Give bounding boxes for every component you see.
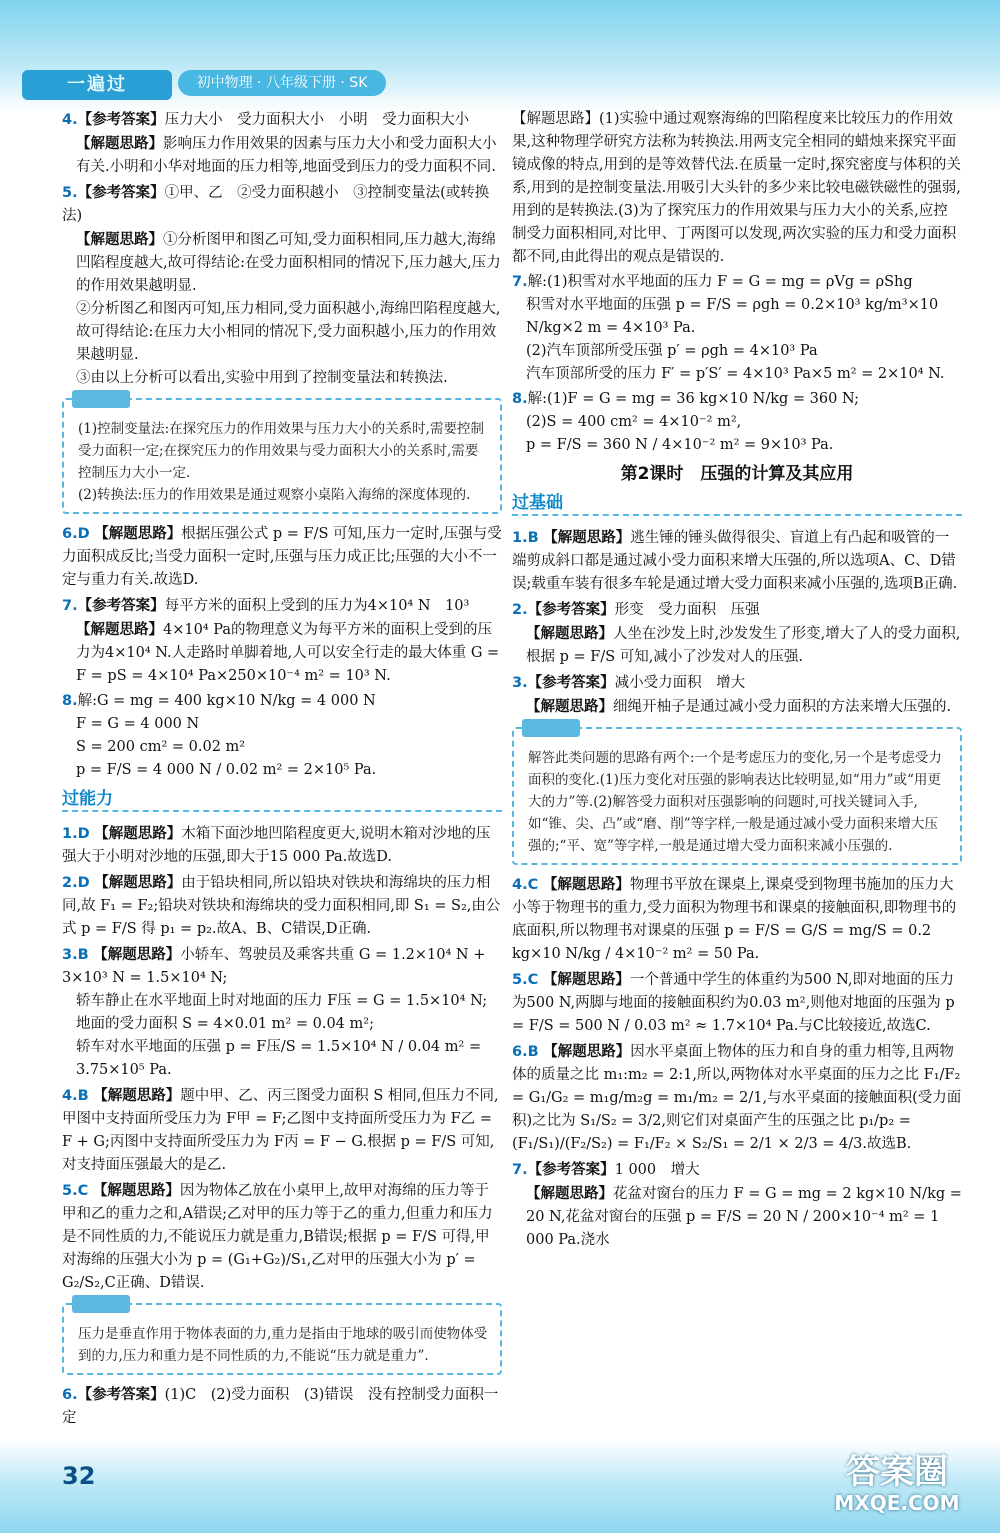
left-n5 (62, 1179, 502, 1295)
tip-tag (72, 1295, 130, 1313)
q-answer: C (77, 1183, 89, 1199)
answer-text: 压力大小 受力面积大小 小明 受力面积大小 (164, 112, 470, 128)
analysis-text: 题中甲、乙、丙三图受力面积 S 相同,但压力不同,甲图中支持面所受压力为 F甲 = F;乙图中支持面所受压力为 F乙 = F + G;丙图中支持面所受压力为 F丙 = F − G.根据 p = F/S 可知,对支持面压强最大的是乙. (62, 1088, 499, 1173)
q-number: 7. (512, 274, 528, 290)
solution-line: 汽车顶部所受的压力 F′ = p′S′ = 4×10³ Pa×5 m² = 2×10⁴ N. (526, 366, 945, 382)
analysis-tag: 【解题思路】 (76, 135, 163, 152)
answer-text: 减小受力面积 增大 (614, 675, 746, 691)
answer-tag: 【参考答案】 (527, 674, 615, 691)
right-b4 (512, 873, 962, 966)
solution-line: F = G = 4 000 N (76, 716, 200, 732)
analysis-text: 细绳开柚子是通过减小受力面积的方法来增大压强的. (613, 699, 952, 715)
q-number: 8. (512, 391, 528, 407)
analysis-text: 一个普通中学生的体重约为500 N,即对地面的压力为500 N,两脚与地面的接触面积约为0.03 m²,则他对地面的压强为 p = F/S = 500 N / 0.03 m² ≈ 1.7×10⁴ Pa.与C比较接近,故选C. (512, 972, 955, 1034)
answer-tag: 【参考答案】 (77, 184, 165, 201)
analysis-tag: 【解题思路】 (526, 625, 613, 642)
q-number: 6. (62, 526, 78, 542)
watermark (822, 1452, 972, 1520)
answer-text: 1 000 增大 (614, 1162, 700, 1178)
solution-line: S = 200 cm² = 0.02 m² (76, 739, 246, 755)
left-q6 (62, 522, 502, 592)
analysis-tag: 【解题思路】 (543, 1043, 631, 1060)
q-number: 3. (62, 947, 78, 963)
analysis-tag: 【解题思路】 (526, 698, 613, 715)
right-b2 (512, 598, 962, 669)
analysis-text: 花盆对窗台的压力 F = G = mg = 2 kg×10 N/kg = 20 N,花盆对窗台的压强 p = F/S = 20 N / 200×10⁻⁴ m² = 1 000 Pa.浇水 (526, 1186, 962, 1248)
right-b1 (512, 526, 962, 596)
analysis-text: 影响压力作用效果的因素与压力大小和受力面积大小有关.小明和小华对地面的压力相等,地面受到压力的受力面积不同. (76, 136, 497, 175)
q-number: 5. (512, 972, 528, 988)
analysis-text: ②分析图乙和图丙可知,压力相同,受力面积越小,海绵凹陷程度越大,故可得结论:在压力大小相同的情况下,受力面积越小,压力的作用效果越明显. (76, 301, 501, 363)
section-header (512, 492, 962, 522)
answer-tag: 【参考答案】 (77, 111, 165, 128)
solution-line: p = F/S = 360 N / 4×10⁻² m² = 9×10³ Pa. (526, 437, 834, 453)
analysis-text: 由于铅块相同,所以铅块对铁块和海绵块的压力相同,故 F₁ = F₂;铅块对铁块和海绵块的受力面积相同,即 S₁ = S₂,由公式 p = F/S 得 p₁ = p₂.故A、B、C错误,D正确. (62, 875, 501, 937)
watermark-text: 答案圈 (846, 1452, 948, 1492)
analysis-text: 木箱下面沙地凹陷程度更大,说明木箱对沙地的压强大于小明对沙地的压强,即大于15 000 Pa.故选D. (62, 826, 491, 865)
analysis-text: 地面的受力面积 S = 4×0.01 m² = 0.04 m²; (76, 1016, 374, 1032)
q-answer: D (77, 526, 90, 542)
left-column (62, 108, 502, 1432)
analysis-text: 4×10⁴ Pa的物理意义为每平方米的面积上受到的压力为4×10⁴ N.人走路时单脚着地,人可以安全行走的最大体重 G = F = pS = 4×10⁴ Pa×250×10⁻⁴ m² = 10³ N. (76, 622, 500, 684)
answer-text: ①甲、乙 ②受力面积越小 ③控制变量法(或转换法) (62, 185, 490, 224)
tip-text: 压力是垂直作用于物体表面的力,重力是指由于地球的吸引而使物体受到的力,压力和重力是不同性质的力,不能说“压力就是重力”. (78, 1326, 488, 1364)
q-number: 5. (62, 1183, 78, 1199)
brand-logo: 一遍过 (22, 70, 172, 100)
q-answer: D (77, 826, 90, 842)
q-number: 6. (62, 1387, 78, 1403)
tip-tag (72, 390, 130, 408)
analysis-text: ③由以上分析可以看出,实验中用到了控制变量法和转换法. (76, 370, 448, 386)
section-underline (62, 810, 502, 812)
q-number: 5. (62, 185, 78, 201)
tip-tag (522, 719, 580, 737)
analysis-tag: 【解题思路】 (92, 1182, 180, 1199)
analysis-text: 小轿车、驾驶员及乘客共重 G = 1.2×10⁴ N + 3×10³ N = 1.5×10⁴ N; (62, 947, 486, 986)
tip-text: (2)转换法:压力的作用效果是通过观察小桌陷入海绵的深度体现的. (78, 487, 471, 503)
analysis-text: 因为物体乙放在小桌甲上,故甲对海绵的压力等于甲和乙的重力之和,A错误;乙对甲的压力等于乙的重力,但重力和压力是不同性质的力,不能说压力就是重力,B错误;根据 p = F/S 可得,甲对海绵的压强大小为 p = (G₁+G₂)/S₁,乙对甲的压强大小为 p′ = G₂/S₂,C正确、D错误. (62, 1183, 493, 1291)
answer-tag: 【参考答案】 (77, 597, 165, 614)
solution-line: (2)汽车顶部所受压强 p′ = ρgh = 4×10³ Pa (526, 343, 818, 359)
q-number: 1. (62, 826, 78, 842)
analysis-tag: 【解题思路】 (76, 621, 163, 638)
q-number: 2. (62, 875, 78, 891)
analysis-text: 轿车静止在水平地面上时对地面的压力 F压 = G = 1.5×10⁴ N; (76, 993, 488, 1009)
tip-text: (1)控制变量法:在探究压力的作用效果与压力大小的关系时,需要控制受力面积一定;在探究压力的作用效果与受力面积大小的关系时,需要控制压力大小一定. (78, 421, 484, 481)
section-title: 过能力 (62, 789, 113, 809)
tip-box (62, 398, 502, 514)
right-q7 (512, 271, 962, 386)
right-b7 (512, 1158, 962, 1252)
analysis-text: 物理书平放在课桌上,课桌受到物理书施加的压力大小等于物理书的重力,受力面积为物理书和课桌的接触面积,即物理书的底面积,所以物理书对课桌的压强 p = F/S = G/S = mg/S = 0.2 kg×10 N/kg / 4×10⁻² m² = 50 Pa. (512, 877, 957, 962)
q-answer: B (77, 947, 89, 963)
analysis-text: 因水平桌面上物体的压力和自身的重力相等,且两物体的质量之比 m₁:m₂ = 2:1,所以,两物体对水平桌面的压力之比 F₁/F₂ = G₁/G₂ = m₁g/m₂g = m₁/m₂ = 2/1,与水平桌面的接触面积(受力面积)之比为 S₁/S₂ = 3/2,则它们对桌面产生的压强之比 p₁/p₂ = (F₁/S₁)/(F₂/S₂) = F₁/F₂ × S₂/S₁ = 2/1 × 2/3 = 4/3.故选B. (512, 1044, 962, 1152)
header-band (0, 0, 1000, 112)
analysis-tag: 【解题思路】 (76, 231, 163, 248)
q-number: 1. (512, 530, 528, 546)
tip-box (62, 1303, 502, 1375)
analysis-tag: 【解题思路】 (94, 874, 182, 891)
q-answer: B (527, 530, 539, 546)
left-n3 (62, 943, 502, 1082)
q-answer: D (77, 875, 90, 891)
section-underline (512, 514, 962, 516)
solution-line: 解:(1)积雪对水平地面的压力 F = G = mg = ρVg = ρShg (527, 274, 913, 290)
analysis-tag: 【解题思路】 (542, 876, 630, 893)
lesson-title: 第2课时 压强的计算及其应用 (620, 464, 854, 484)
q-number: 8. (62, 693, 78, 709)
answer-text: 形变 受力面积 压强 (614, 602, 760, 618)
q-answer: C (527, 877, 539, 893)
analysis-tag: 【解题思路】 (526, 1185, 613, 1202)
solution-line: 解:(1)F = G = mg = 36 kg×10 N/kg = 360 N; (527, 391, 859, 407)
watermark-url: MXQE.COM (834, 1491, 960, 1515)
analysis-text: ①分析图甲和图乙可知,受力面积相同,压力越大,海绵凹陷程度越大,故可得结论:在受力面积相同的情况下,压力越大,压力的作用效果越明显. (76, 232, 501, 294)
analysis-text: 轿车对水平地面的压强 p = F压/S = 1.5×10⁴ N / 0.04 m² = 3.75×10⁵ Pa. (76, 1039, 482, 1078)
section-header (62, 788, 502, 818)
q-number: 4. (62, 1088, 78, 1104)
analysis-tag: 【解题思路】 (93, 1087, 181, 1104)
answer-tag: 【参考答案】 (527, 601, 615, 618)
right-b3 (512, 671, 962, 719)
left-n6 (62, 1383, 502, 1430)
left-n1 (62, 822, 502, 869)
solution-line: (2)S = 400 cm² = 4×10⁻² m², (526, 414, 742, 430)
analysis-tag: 【解题思路】 (94, 525, 182, 542)
answer-tag: 【参考答案】 (77, 1386, 165, 1403)
q-answer: B (527, 1044, 539, 1060)
left-q8 (62, 690, 502, 782)
q-number: 2. (512, 602, 528, 618)
left-q4 (62, 108, 502, 179)
answer-text: (1)C (2)受力面积 (3)错误 没有控制受力面积一定 (62, 1387, 499, 1426)
left-n4 (62, 1084, 502, 1177)
right-b6 (512, 1040, 962, 1156)
left-q5 (62, 181, 502, 390)
analysis-text: 人坐在沙发上时,沙发发生了形变,增大了人的受力面积,根据 p = F/S 可知,减小了沙发对人的压强. (526, 626, 961, 665)
q-number: 7. (512, 1162, 528, 1178)
analysis-tag: 【解题思路】 (542, 971, 630, 988)
tip-text: 解答此类问题的思路有两个:一个是考虑压力的变化,另一个是考虑受力面积的变化.(1)压力变化对压强的影响表达比较明显,如“用力”或“用更大的力”等.(2)解答受力面积对压强影响的问题时,可找关键词入手,如“锥、尖、凸”或“磨、削”等字样,一般是通过减小受力面积来增大压强的;“平、宽”等字样,一般是通过增大受力面积来减小压强的. (528, 750, 942, 854)
q-number: 6. (512, 1044, 528, 1060)
left-q7 (62, 594, 502, 688)
analysis-text: 逃生锤的锤头做得很尖、盲道上有凸起和吸管的一端剪成斜口都是通过减小受力面积来增大压强的,所以选项A、C、D错误;载重车装有很多车轮是通过增大受力面积来减小压强的,选项B正确. (512, 530, 958, 592)
left-n2 (62, 871, 502, 941)
right-b5 (512, 968, 962, 1038)
tip-box (512, 727, 962, 865)
solution-line: 积雪对水平地面的压强 p = F/S = ρgh = 0.2×10³ kg/m³×10 N/kg×2 m = 4×10³ Pa. (526, 297, 939, 336)
analysis-text: 根据压强公式 p = F/S 可知,压力一定时,压强与受力面积成反比;当受力面积一定时,压强与压力成正比;压强的大小不一定与重力有关.故选D. (62, 526, 502, 588)
q-number: 4. (512, 877, 528, 893)
right-q8 (512, 388, 962, 457)
q-answer: B (77, 1088, 89, 1104)
q-answer: C (527, 972, 539, 988)
answer-text: 每平方米的面积上受到的压力为4×10⁴ N 10³ (164, 598, 470, 614)
analysis-tag: 【解题思路】 (543, 529, 631, 546)
answer-tag: 【参考答案】 (527, 1161, 615, 1178)
q-number: 3. (512, 675, 528, 691)
subject-badge: 初中物理 · 八年级下册 · SK (178, 70, 386, 96)
right-continued: 【解题思路】(1)实验中通过观察海绵的凹陷程度来比较压力的作用效果,这种物理学研究方法称为转换法.用两支完全相同的蜡烛来探究平面镜成像的特点,用到的是等效替代法.在质量一定时,探究密度与体积的关系,用到的是控制变量法.用吸引大头针的多少来比较电磁铁磁性的强弱,用到的是转换法.(3)为了探究压力的作用效果与压力大小的关系,应控制受力面积相同,对比甲、丁两图可以发现,两次实验的压力和受力面积都不同,由此得出的观点是错误的. (512, 111, 961, 265)
analysis-tag: 【解题思路】 (94, 825, 182, 842)
section-title: 过基础 (512, 493, 563, 513)
solution-line: p = F/S = 4 000 N / 0.02 m² = 2×10⁵ Pa. (76, 762, 377, 778)
solution-line: 解:G = mg = 400 kg×10 N/kg = 4 000 N (77, 693, 376, 709)
right-column (512, 108, 962, 1254)
q-number: 4. (62, 112, 78, 128)
page-number: 32 (62, 1462, 96, 1490)
analysis-tag: 【解题思路】 (93, 946, 181, 963)
q-number: 7. (62, 598, 78, 614)
